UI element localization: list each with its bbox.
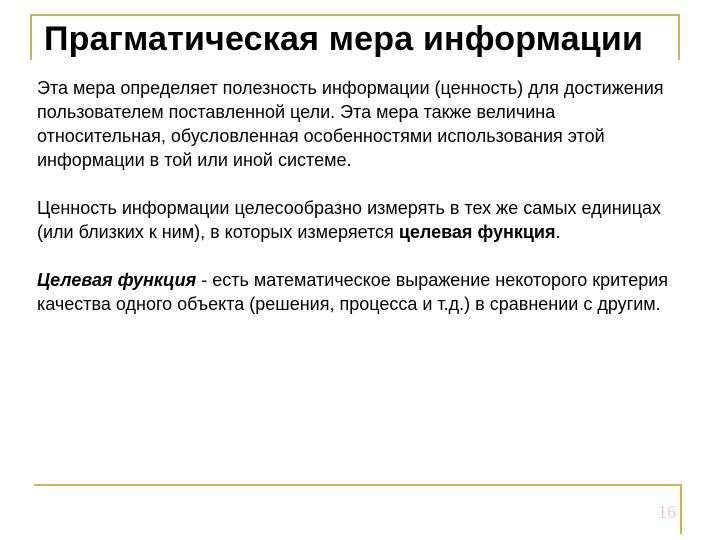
paragraph-2 [37, 196, 677, 244]
definition-text: - есть математическое выражение некоторого критерия качества одного объекта (решения, процесса и т.д.) в сравнении с другим. [37, 270, 669, 314]
slide-content [37, 76, 677, 316]
paragraph-1: Эта мера определяет полезность информации (ценность) для достижения пользователем поставленной цели. Эта мера также величина относительная, обусловленная особенностями использования этой информации в той или иной системе. [37, 78, 664, 170]
slide-title: Прагматическая мера информации [44, 20, 644, 58]
footer-corner-line [680, 484, 682, 534]
term-target-function: целевая функция [398, 222, 556, 242]
paragraph-2-text: Ценность информации целесообразно измерять в тех же самых единицах (или близких к ним), в которых измеряется [37, 198, 662, 242]
paragraph-2-end: . [555, 222, 561, 242]
definition-term: Целевая функция [37, 270, 197, 290]
footer-divider [34, 484, 682, 486]
paragraph-3 [37, 268, 677, 316]
page-number: 16 [658, 502, 676, 522]
